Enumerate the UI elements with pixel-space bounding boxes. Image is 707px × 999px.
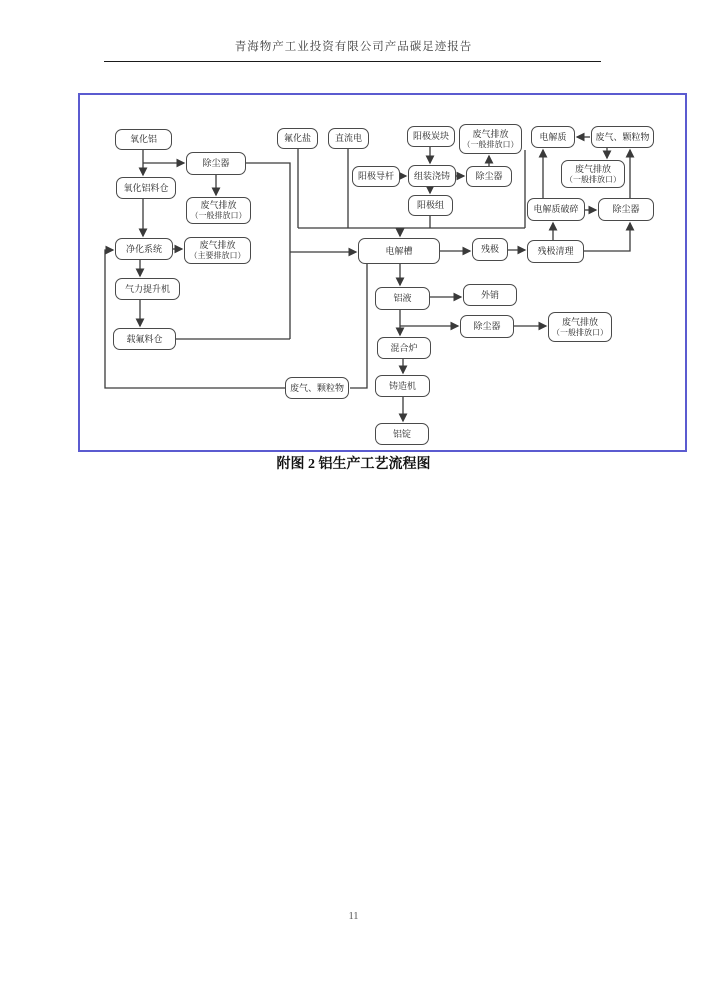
flow-node-anode-rod: 阳极导杆 [352,166,400,187]
flow-node-mixing-furnace: 混合炉 [377,337,431,359]
flow-node-anode-group: 阳极组 [408,195,453,216]
flow-node-electrolyte-crushing: 电解质破碎 [527,198,585,221]
flow-node-alumina-silo: 氧化铝料仓 [116,177,176,199]
flow-node-anode-butt-cleaning: 残极清理 [527,240,584,263]
flow-node-anode-butt: 残极 [472,238,508,261]
flow-node-exhaust-particulate-2: 废气、颗粒物 [285,377,349,399]
flow-node-dust-collector-2: 除尘器 [466,166,512,187]
flow-node-fluorinated-alumina-silo: 载氟料仓 [113,328,176,350]
flow-node-alumina: 氧化铝 [115,129,172,150]
flow-node-exhaust-particulate-1: 废气、颗粒物 [591,126,654,148]
flow-node-exhaust-general-3: 废气排放 （一般排放口） [561,160,625,188]
flow-node-direct-current: 直流电 [328,128,369,149]
flow-node-exhaust-general-4: 废气排放 （一般排放口） [548,312,612,342]
flow-node-exhaust-general-2: 废气排放 （一般排放口） [459,124,522,154]
flow-node-aluminum-ingot: 铝锭 [375,423,429,445]
header-rule [104,61,601,62]
document-header-title: 青海物产工业投资有限公司产品碳足迹报告 [234,41,473,53]
flow-node-anode-carbon-block: 阳极炭块 [407,126,455,147]
flow-node-exhaust-general-1: 废气排放 （一般排放口） [186,197,251,224]
page-number: 11 [348,911,359,922]
flow-node-dust-collector-3: 除尘器 [598,198,654,221]
flow-node-molten-aluminum: 铝液 [375,287,430,310]
flow-node-dust-collector-1: 除尘器 [186,152,246,175]
flow-node-casting-machine: 铸造机 [375,375,430,397]
flow-node-electrolyte: 电解质 [531,126,575,148]
flow-node-fluoride-salt: 氟化盐 [277,128,318,149]
flow-node-dust-collector-4: 除尘器 [460,315,514,338]
flow-node-electrolysis-cell: 电解槽 [358,238,440,264]
flow-node-exhaust-main: 废气排放 （主要排放口） [184,237,251,264]
flow-node-pneumatic-elevator: 气力提升机 [115,278,180,300]
flow-node-external-sale: 外销 [463,284,517,306]
flow-node-assembly-casting: 组装浇铸 [408,165,456,187]
figure-caption: 附图 2 铝生产工艺流程图 [276,457,431,472]
flow-node-purification-system: 净化系统 [115,238,173,260]
